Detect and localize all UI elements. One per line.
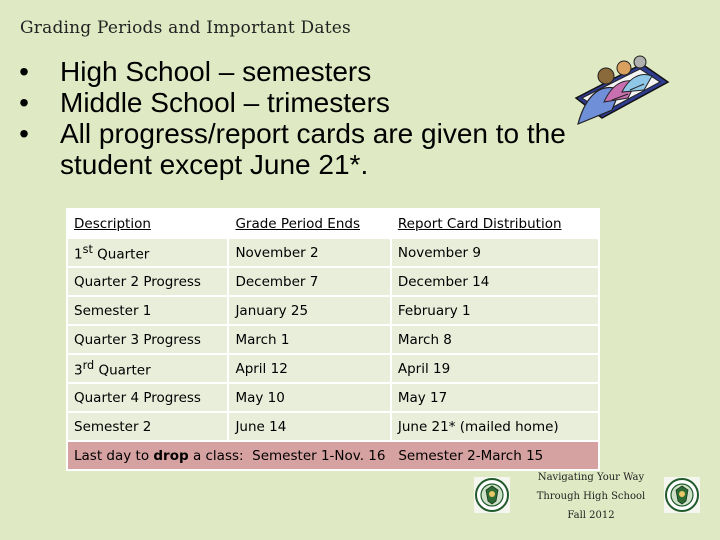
grading-periods-table bbox=[66, 208, 600, 471]
bullet-item bbox=[14, 56, 654, 87]
bullet-text: Middle School – trimesters bbox=[60, 87, 390, 118]
grade-period-ends-cell: December 7 bbox=[228, 267, 390, 296]
description-cell: Quarter 4 Progress bbox=[67, 383, 228, 412]
table-header-row bbox=[67, 209, 599, 238]
school-seal-icon bbox=[474, 477, 510, 513]
bullet-item bbox=[14, 118, 654, 180]
table-row bbox=[67, 325, 599, 354]
distribution-cell: June 21* (mailed home) bbox=[391, 412, 599, 441]
table-row bbox=[67, 296, 599, 325]
footer-line: Fall 2012 bbox=[567, 510, 615, 521]
description-cell: Semester 1 bbox=[67, 296, 228, 325]
table-row bbox=[67, 383, 599, 412]
grade-period-ends-cell: November 2 bbox=[228, 238, 390, 267]
distribution-cell: April 19 bbox=[391, 354, 599, 383]
bullet-list bbox=[14, 56, 654, 180]
drop-class-deadline-row bbox=[67, 441, 599, 470]
bullet-text: All progress/report cards are given to the student except June 21*. bbox=[60, 118, 566, 180]
footer-caption bbox=[516, 468, 666, 525]
description-cell: Semester 2 bbox=[67, 412, 228, 441]
students-writing-icon bbox=[572, 54, 670, 126]
distribution-cell: November 9 bbox=[391, 238, 599, 267]
column-header-description: Description bbox=[67, 209, 228, 238]
distribution-cell: December 14 bbox=[391, 267, 599, 296]
distribution-cell: March 8 bbox=[391, 325, 599, 354]
bullet-marker: • bbox=[19, 56, 29, 87]
column-header-report-card-distribution: Report Card Distribution bbox=[391, 209, 599, 238]
footer-line: Through High School bbox=[536, 491, 646, 502]
grade-period-ends-cell: June 14 bbox=[228, 412, 390, 441]
grade-period-ends-cell: April 12 bbox=[228, 354, 390, 383]
description-cell: Quarter 2 Progress bbox=[67, 267, 228, 296]
description-cell: 3rd Quarter bbox=[67, 354, 228, 383]
footer-line: Navigating Your Way bbox=[537, 472, 645, 483]
distribution-cell: May 17 bbox=[391, 383, 599, 412]
distribution-cell: February 1 bbox=[391, 296, 599, 325]
table-row bbox=[67, 412, 599, 441]
grade-period-ends-cell: May 10 bbox=[228, 383, 390, 412]
bullet-item bbox=[14, 87, 654, 118]
school-seal-icon bbox=[664, 477, 700, 513]
grade-period-ends-cell: March 1 bbox=[228, 325, 390, 354]
description-cell: 1st Quarter bbox=[67, 238, 228, 267]
bullet-text: High School – semesters bbox=[60, 56, 372, 87]
bullet-marker: • bbox=[19, 118, 29, 149]
table-row bbox=[67, 238, 599, 267]
column-header-grade-period-ends: Grade Period Ends bbox=[228, 209, 390, 238]
table-row bbox=[67, 267, 599, 296]
grade-period-ends-cell: January 25 bbox=[228, 296, 390, 325]
table-row bbox=[67, 354, 599, 383]
slide-title: Grading Periods and Important Dates bbox=[20, 18, 351, 38]
drop-class-deadline-cell: Last day to drop a class: Semester 1-Nov. 16 Semester 2-March 15 bbox=[67, 441, 599, 470]
description-cell: Quarter 3 Progress bbox=[67, 325, 228, 354]
bullet-marker: • bbox=[19, 87, 29, 118]
